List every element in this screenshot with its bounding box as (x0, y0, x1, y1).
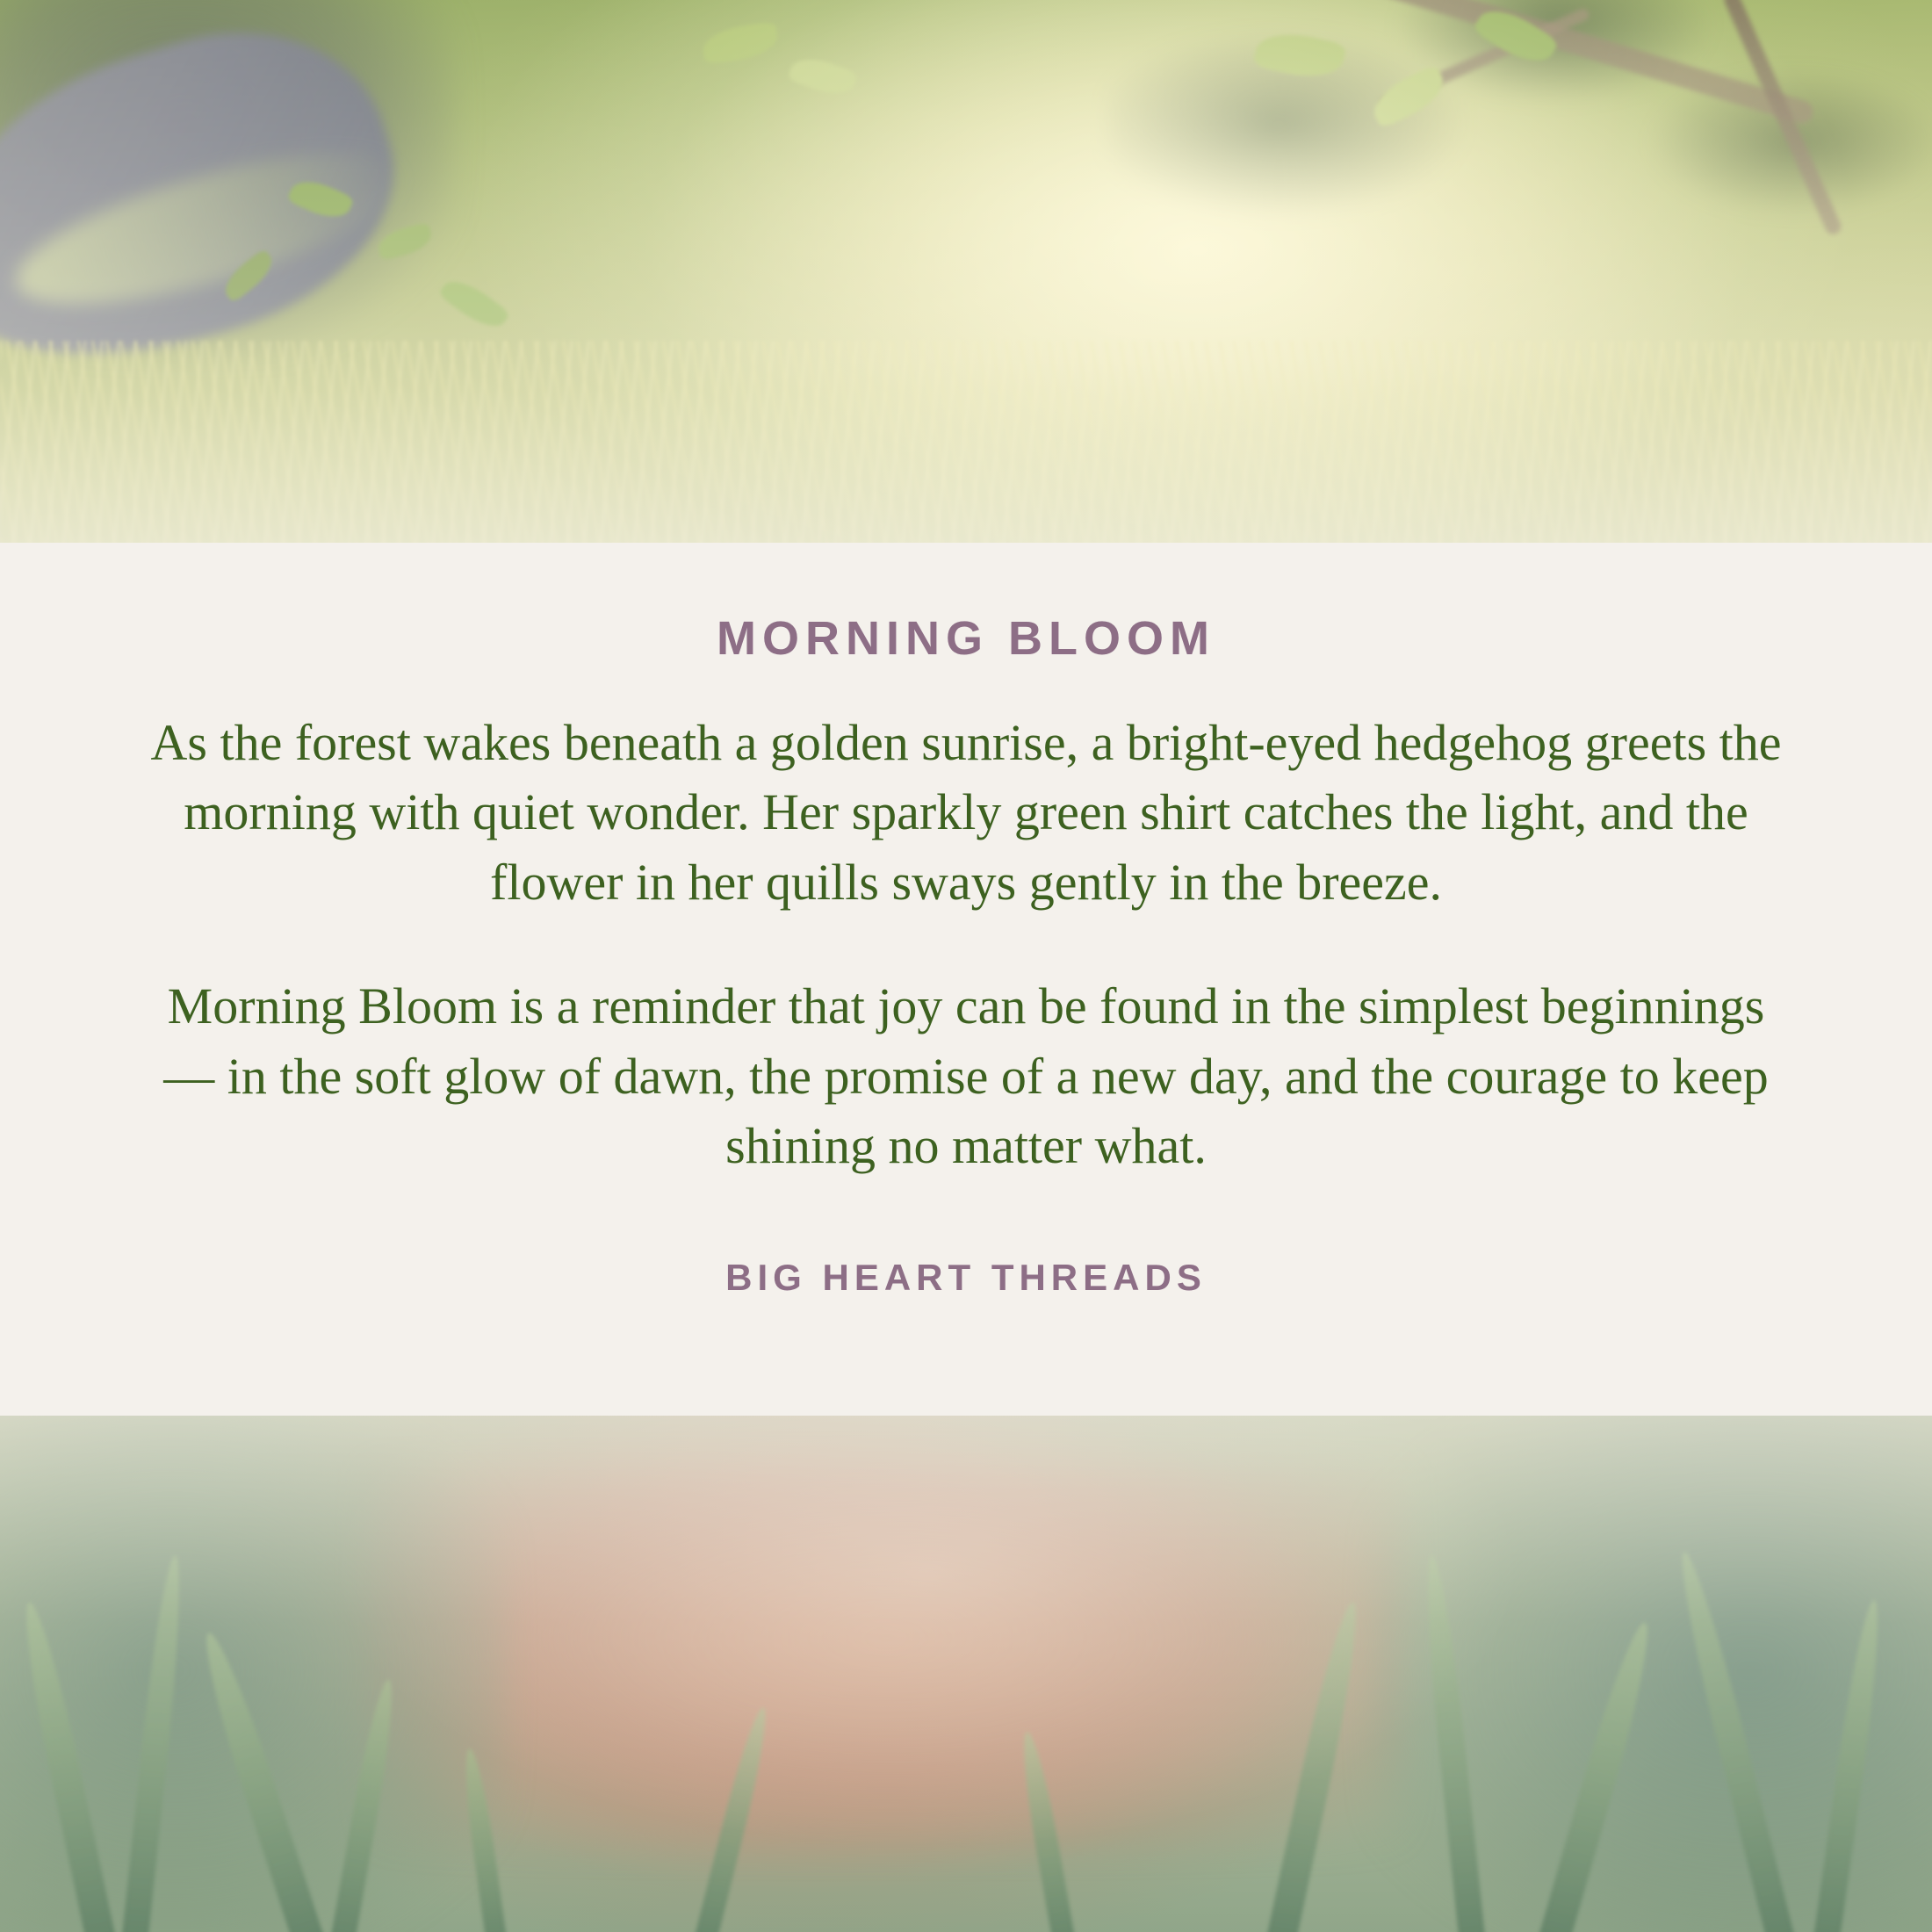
sun-haze-overlay (0, 0, 1932, 543)
page-title: MORNING BLOOM (717, 612, 1215, 665)
body-paragraph-2: Morning Bloom is a reminder that joy can be found in the simplest beginnings — in the soft glow of dawn, the promise of a new day, and the courage to keep shining no matter what. (163, 977, 1769, 1175)
body-paragraph-1: As the forest wakes beneath a golden sunrise, a bright-eyed hedgehog greets the morning with quiet wonder. Her sparkly green shirt catches the light, and the flower in her quills sways gently in the breeze. (150, 714, 1782, 911)
top-photo (0, 0, 1932, 543)
bottom-photo (0, 1416, 1932, 1932)
brand-name: BIG HEART THREADS (725, 1256, 1207, 1298)
soft-light-overlay (0, 1416, 1932, 1932)
text-panel (0, 543, 1932, 1416)
